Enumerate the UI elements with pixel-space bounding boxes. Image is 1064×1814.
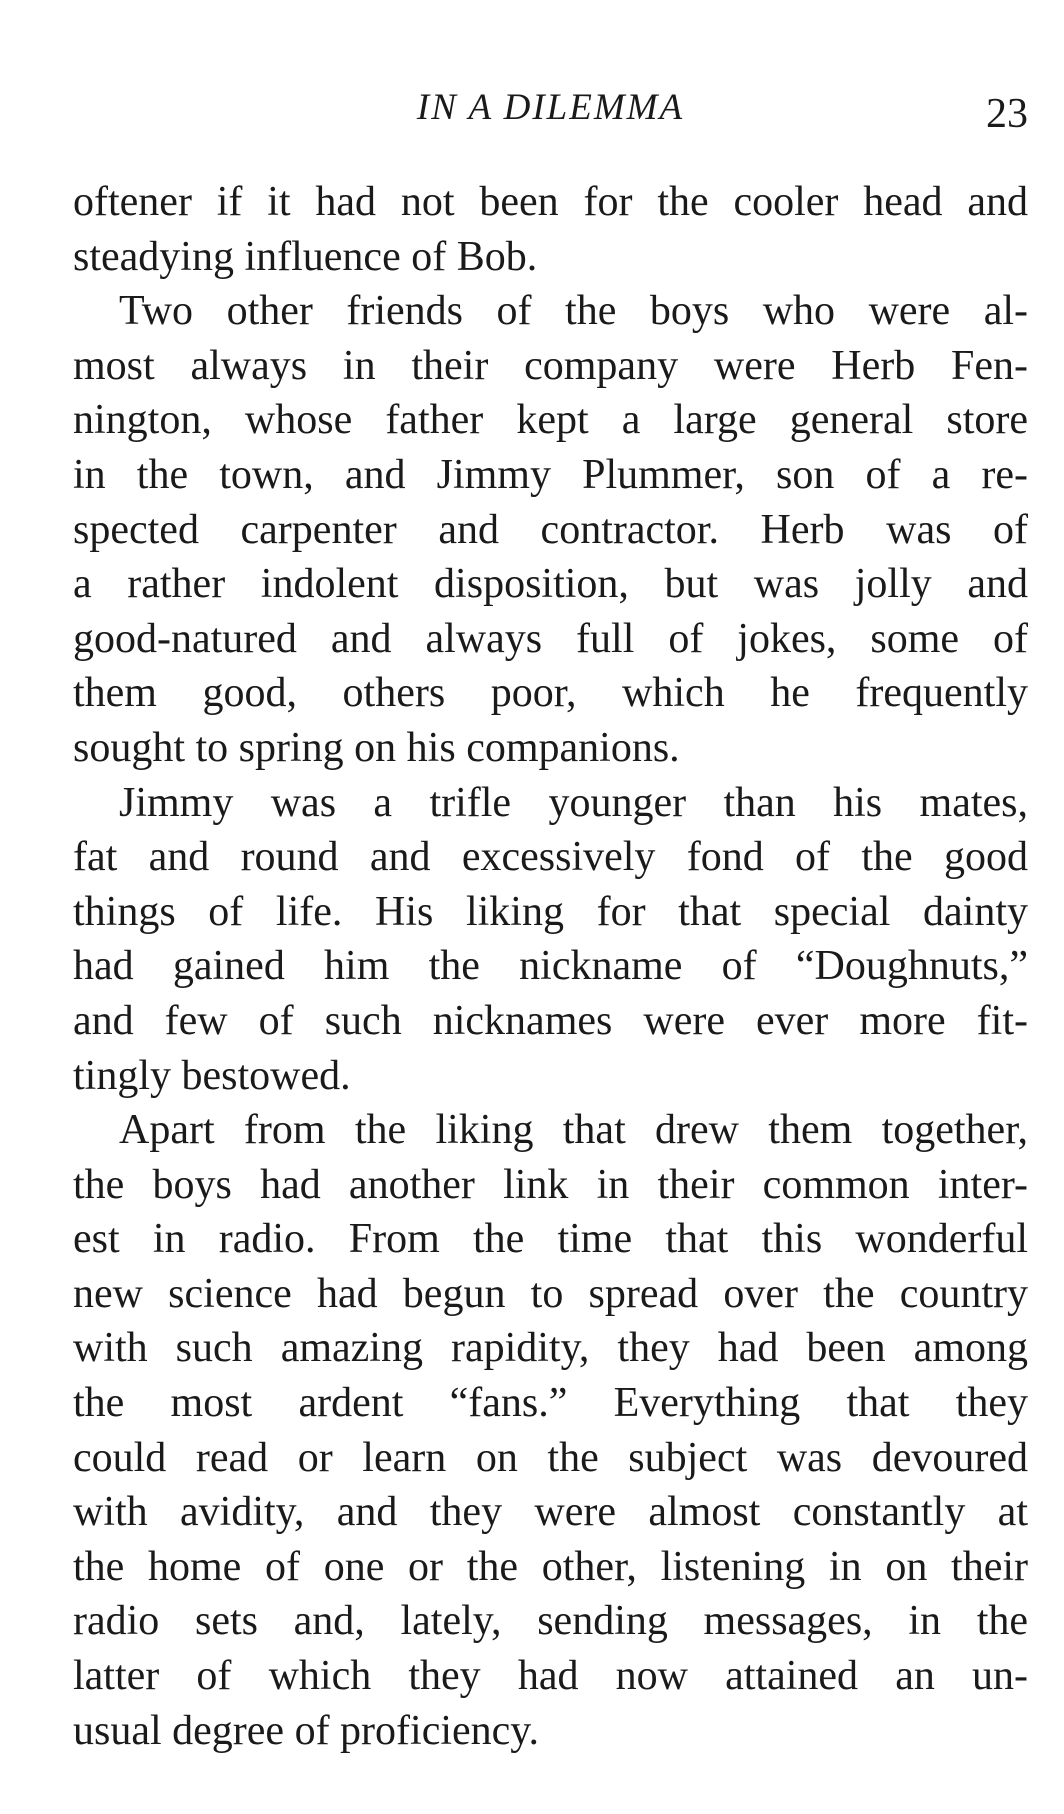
text-line: Two other friends of the boys who were al- (119, 288, 1028, 335)
text-line: good-natured and always full of jokes, some of (73, 615, 1028, 662)
text-line: the home of one or the other, listening in on their (73, 1543, 1028, 1590)
text-line: with avidity, and they were almost constantly at (73, 1489, 1028, 1536)
text-line: sought to spring on his companions. (73, 724, 680, 771)
text-line: in the town, and Jimmy Plummer, son of a re- (73, 451, 1028, 498)
text-line: most always in their company were Herb Fen- (73, 342, 1028, 389)
text-line: fat and round and excessively fond of the good (73, 834, 1028, 881)
paragraph (73, 776, 1028, 1104)
paragraph (73, 284, 1028, 775)
text-line: new science had begun to spread over the country (73, 1270, 1028, 1317)
text-line: a rather indolent disposition, but was jolly and (73, 561, 1028, 608)
page-number: 23 (986, 91, 1028, 137)
text-line: the boys had another link in their common inter- (73, 1161, 1028, 1208)
text-line: things of life. His liking for that special dainty (73, 888, 1028, 935)
text-line: and few of such nicknames were ever more fit- (73, 997, 1028, 1044)
text-line: the most ardent “fans.” Everything that they (73, 1380, 1028, 1427)
running-title: IN A DILEMMA (416, 87, 685, 128)
text-line: them good, others poor, which he frequently (73, 670, 1028, 717)
text-line: could read or learn on the subject was devoured (73, 1434, 1028, 1481)
text-line: radio sets and, lately, sending messages, in the (73, 1598, 1028, 1645)
body-text (73, 175, 1028, 1758)
text-line: usual degree of proficiency. (73, 1707, 540, 1754)
paragraph (73, 175, 1028, 284)
paragraph (73, 1103, 1028, 1758)
text-line: with such amazing rapidity, they had been among (73, 1325, 1028, 1372)
running-head (73, 88, 1028, 148)
text-line: Apart from the liking that drew them together, (119, 1107, 1028, 1154)
text-line: Jimmy was a trifle younger than his mates, (119, 779, 1028, 826)
text-line: nington, whose father kept a large general store (73, 397, 1028, 444)
text-line: oftener if it had not been for the cooler head and (73, 179, 1028, 225)
text-line: est in radio. From the time that this wonderful (73, 1216, 1028, 1263)
text-line: spected carpenter and contractor. Herb was of (73, 506, 1028, 553)
text-line: latter of which they had now attained an un- (73, 1653, 1028, 1700)
text-line: tingly bestowed. (73, 1052, 351, 1099)
text-line: had gained him the nickname of “Doughnuts,” (73, 943, 1028, 990)
text-line: steadying influence of Bob. (73, 233, 538, 280)
